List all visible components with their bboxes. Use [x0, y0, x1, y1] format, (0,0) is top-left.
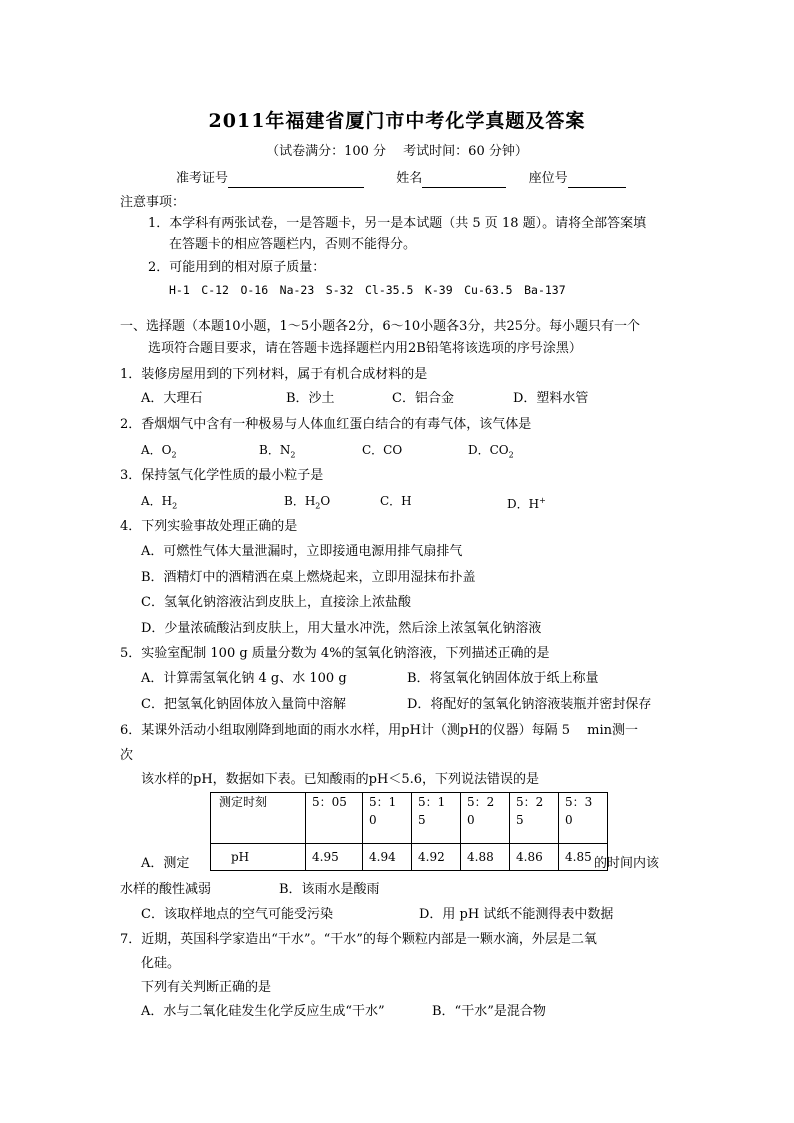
- time-cell: 5：2 5: [510, 793, 559, 844]
- question-4-stem: 4．下列实验事故处理正确的是: [120, 519, 298, 534]
- q6-option-d: D．用 pH 试纸不能测得表中数据: [419, 907, 614, 922]
- q7-option-b: B．“干水”是混合物: [432, 1004, 546, 1019]
- time-cell: 5：2 0: [461, 793, 510, 844]
- question-7-stem: 7．近期，英国科学家造出“干水”。“干水”的每个颗粒内部是一颗水滴，外层是二氧: [120, 932, 597, 947]
- question-2-stem: 2．香烟烟气中含有一种极易与人体血红蛋白结合的有毒气体，该气体是: [120, 417, 532, 432]
- q4-option-c: C．氢氧化钠溶液沾到皮肤上，直接涂上浓盐酸: [141, 595, 411, 610]
- table-row: [211, 844, 608, 871]
- time-cell: 5：05: [306, 793, 363, 844]
- q7-option-a: A．水与二氧化硅发生化学反应生成“干水”: [141, 1004, 385, 1019]
- notice-heading: 注意事项：: [120, 195, 186, 210]
- q1-option-c: C．铝合金: [392, 391, 454, 406]
- q6-option-c: C．该取样地点的空气可能受污染: [141, 907, 333, 922]
- table-row: [211, 793, 608, 844]
- seat-label: 座位号: [528, 171, 568, 186]
- question-3-stem: 3．保持氢气化学性质的最小粒子是: [120, 468, 324, 483]
- q6-option-a: A．测定: [141, 856, 190, 871]
- name-field[interactable]: [422, 173, 506, 188]
- q5-option-a: A．计算需氢氧化钠 4 g、水 100 g: [141, 671, 347, 686]
- q4-option-b: B．酒精灯中的酒精洒在桌上燃烧起来，立即用湿抹布扑盖: [141, 570, 476, 585]
- q3-option-b: B．$H_2O$: [284, 494, 331, 511]
- atomic-masses: H-1 C-12 O-16 Na-23 S-32 Cl-35.5 K-39 Cu-63.5 Ba-137: [169, 283, 566, 297]
- time-header-cell: 测定时刻: [211, 793, 306, 844]
- question-6-stem-cont: 次: [120, 748, 134, 763]
- time-cell: 5：1 0: [363, 793, 412, 844]
- notice-item-1: 1．本学科有两张试卷，一是答题卡，另一是本试题（共 5 页 18 题）。请将全部答案填: [148, 216, 647, 231]
- time-cell: 5：1 5: [412, 793, 461, 844]
- ph-value-cell: 4.92: [412, 844, 461, 871]
- id-fields-row: [176, 170, 626, 188]
- q2-option-c: C．CO: [362, 443, 403, 457]
- q3-option-a: A．$H_2$: [141, 494, 178, 511]
- notice-item-2: 2．可能用到的相对原子质量：: [148, 260, 326, 275]
- section-1-instructions: 选项符合题目要求，请在答题卡选择题栏内用2B铅笔将该选项的序号涂黑）: [148, 341, 582, 356]
- question-7-stem-2: 下列有关判断正确的是: [141, 980, 272, 995]
- q6-option-a-end: 水样的酸性减弱: [120, 882, 212, 897]
- q2-option-d: D．$CO_2$: [468, 443, 514, 460]
- exam-info: （试卷满分：100 分 考试时间：60 分钟）: [266, 144, 528, 159]
- q5-option-b: B．将氢氧化钠固体放于纸上称量: [407, 671, 599, 686]
- q2-option-a: A．$O_2$: [141, 443, 177, 460]
- q4-option-d: D．少量浓硫酸沾到皮肤上，用大量水冲洗，然后涂上浓氢氧化钠溶液: [141, 621, 542, 636]
- q3-option-c: C．H: [380, 494, 412, 508]
- question-6-stem: 6．某课外活动小组取刚降到地面的雨水水样，用pH计（测pH的仪器）每隔 5 min测一: [120, 723, 638, 738]
- exam-number-label: 准考证号: [176, 171, 229, 186]
- q1-option-b: B．沙土: [286, 391, 335, 406]
- page-title: 2011年福建省厦门市中考化学真题及答案: [208, 110, 586, 132]
- ph-value-cell: 4.95: [306, 844, 363, 871]
- exam-number-field[interactable]: [228, 173, 364, 188]
- section-1-heading: 一、选择题（本题10小题，1～5小题各2分，6～10小题各3分，共25分。每小题只有一个: [120, 319, 640, 334]
- question-5-stem: 5．实验室配制 100 g 质量分数为 4%的氢氧化钠溶液，下列描述正确的是: [120, 646, 550, 661]
- notice-item-1-cont: 在答题卡的相应答题栏内，否则不能得分。: [169, 237, 417, 252]
- q3-option-d: D．H+: [507, 496, 546, 511]
- question-7-stem-cont: 化硅。: [141, 956, 181, 971]
- ph-value-cell: 4.86: [510, 844, 559, 871]
- ph-value-cell: 4.88: [461, 844, 510, 871]
- ph-value-cell: 4.85: [559, 844, 608, 871]
- q6-option-b: B．该雨水是酸雨: [279, 882, 380, 897]
- ph-data-table: [210, 792, 608, 871]
- ph-value-cell: 4.94: [363, 844, 412, 871]
- time-cell: 5：3 0: [559, 793, 608, 844]
- question-1-stem: 1．装修房屋用到的下列材料，属于有机合成材料的是: [120, 367, 428, 382]
- question-6-stem-2: 该水样的pH，数据如下表。已知酸雨的pH＜5.6，下列说法错误的是: [141, 772, 539, 787]
- q2-option-b: B．$N_2$: [259, 443, 296, 460]
- q5-option-d: D．将配好的氢氧化钠溶液装瓶并密封保存: [407, 697, 652, 712]
- q4-option-a: A．可燃性气体大量泄漏时，立即接通电源用排气扇排气: [141, 544, 463, 559]
- seat-field[interactable]: [568, 173, 626, 188]
- q5-option-c: C．把氢氧化钠固体放入量筒中溶解: [141, 697, 346, 712]
- q6-option-a-cont: 的时间内该: [594, 856, 660, 871]
- name-label: 姓名: [396, 171, 423, 186]
- q1-option-a: A．大理石: [141, 391, 203, 406]
- q1-option-d: D．塑料水管: [513, 391, 589, 406]
- ph-header-cell: pH: [211, 844, 306, 871]
